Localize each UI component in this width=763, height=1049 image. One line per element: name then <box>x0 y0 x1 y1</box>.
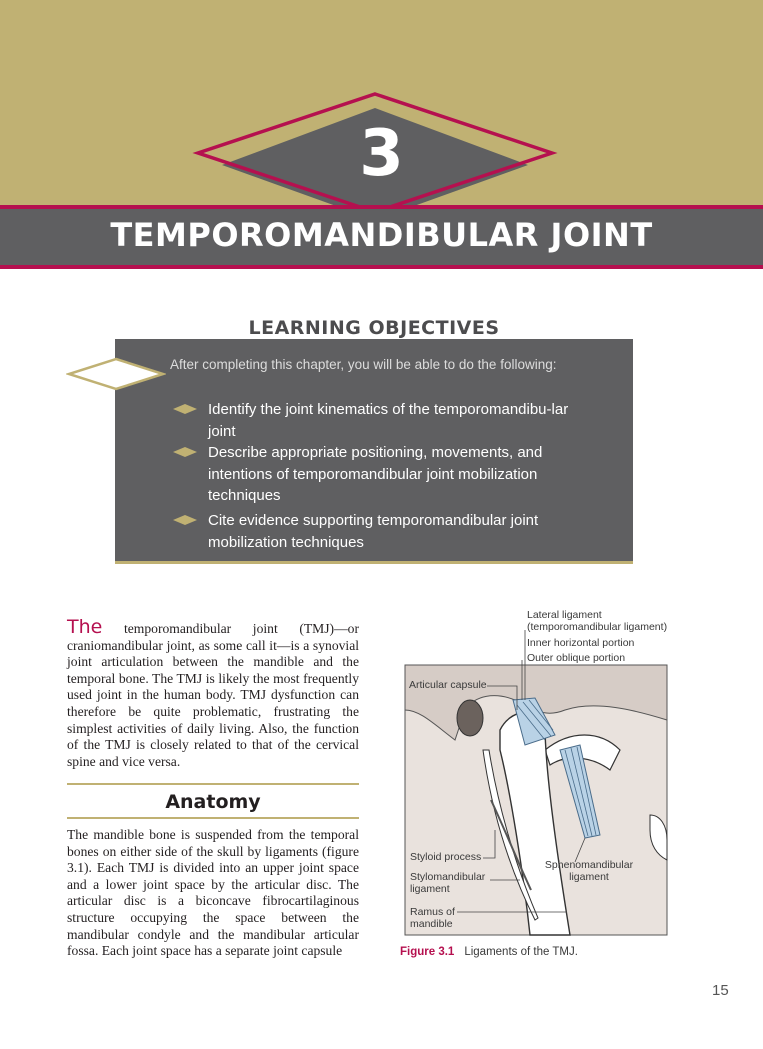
section-rule <box>67 783 359 785</box>
objectives-intro: After completing this chapter, you will be able to do the following: <box>170 357 557 372</box>
figure-label-stylomandibular: Stylomandibular ligament <box>410 871 486 895</box>
figure-label-lateral-ligament: Lateral ligament (temporomandibular ligament) <box>527 609 668 633</box>
section-rule <box>67 817 359 819</box>
objective-text: Describe appropriate positioning, movements, and intentions of temporomandibular joint mobilization techniques <box>208 444 543 504</box>
diamond-bullet-icon <box>173 515 197 525</box>
anatomy-paragraph: The mandible bone is suspended from the temporal bones on either side of the skull by ligaments (figure 3.1). Each TMJ is divided into an upper joint space and a lower joint space by the articular disc. The articular disc is a biconcave fibrocartilaginous structure occupying the space between the mandibular condyle and the mandibular articular fossa. Each joint space has a separate joint capsule <box>67 827 359 959</box>
objectives-heading: LEARNING OBJECTIVES <box>248 317 500 339</box>
objective-item <box>208 510 593 553</box>
diamond-bullet-icon <box>173 447 197 457</box>
lead-word: The <box>67 616 103 638</box>
figure-label-outer-oblique: Outer oblique portion <box>527 652 626 664</box>
figure-number: Figure 3.1 <box>400 946 455 958</box>
objective-item <box>208 399 593 442</box>
figure-label-inner-horizontal: Inner horizontal portion <box>527 637 635 649</box>
section-heading: Anatomy <box>165 791 261 813</box>
figure-label-sphenomandibular: Sphenomandibular ligament <box>544 859 634 883</box>
objective-text: Cite evidence supporting temporomandibular joint mobilization techniques <box>208 512 539 551</box>
objective-item <box>208 442 593 507</box>
chapter-number: 3 <box>359 117 404 191</box>
figure-label-styloid-process: Styloid process <box>410 851 482 863</box>
intro-paragraph <box>67 616 359 770</box>
page-number: 15 <box>712 982 729 999</box>
objectives-diamond-icon <box>66 357 166 391</box>
objective-text: Identify the joint kinematics of the temporomandibu-lar joint <box>208 401 569 440</box>
intro-text: temporomandibular joint (TMJ)—or craniomandibular joint, as some call it—is a synovial joint articulation between the mandible and the temporal bone. The TMJ is likely the most frequently used joint in the human body. TMJ dysfunction can therefore be quite problematic, frustrating the simplest activities of daily living. Also, the function of the TMJ is closely related to that of the cervical spine and vice versa. <box>67 621 359 769</box>
figure-label-ramus: Ramus of mandible <box>410 906 455 930</box>
diamond-bullet-icon <box>173 404 197 414</box>
chapter-title: TEMPOROMANDIBULAR JOINT <box>110 216 653 254</box>
figure-caption <box>400 946 578 958</box>
figure-caption-text: Ligaments of the TMJ. <box>464 946 578 958</box>
figure-label-articular-capsule: Articular capsule <box>409 679 487 691</box>
